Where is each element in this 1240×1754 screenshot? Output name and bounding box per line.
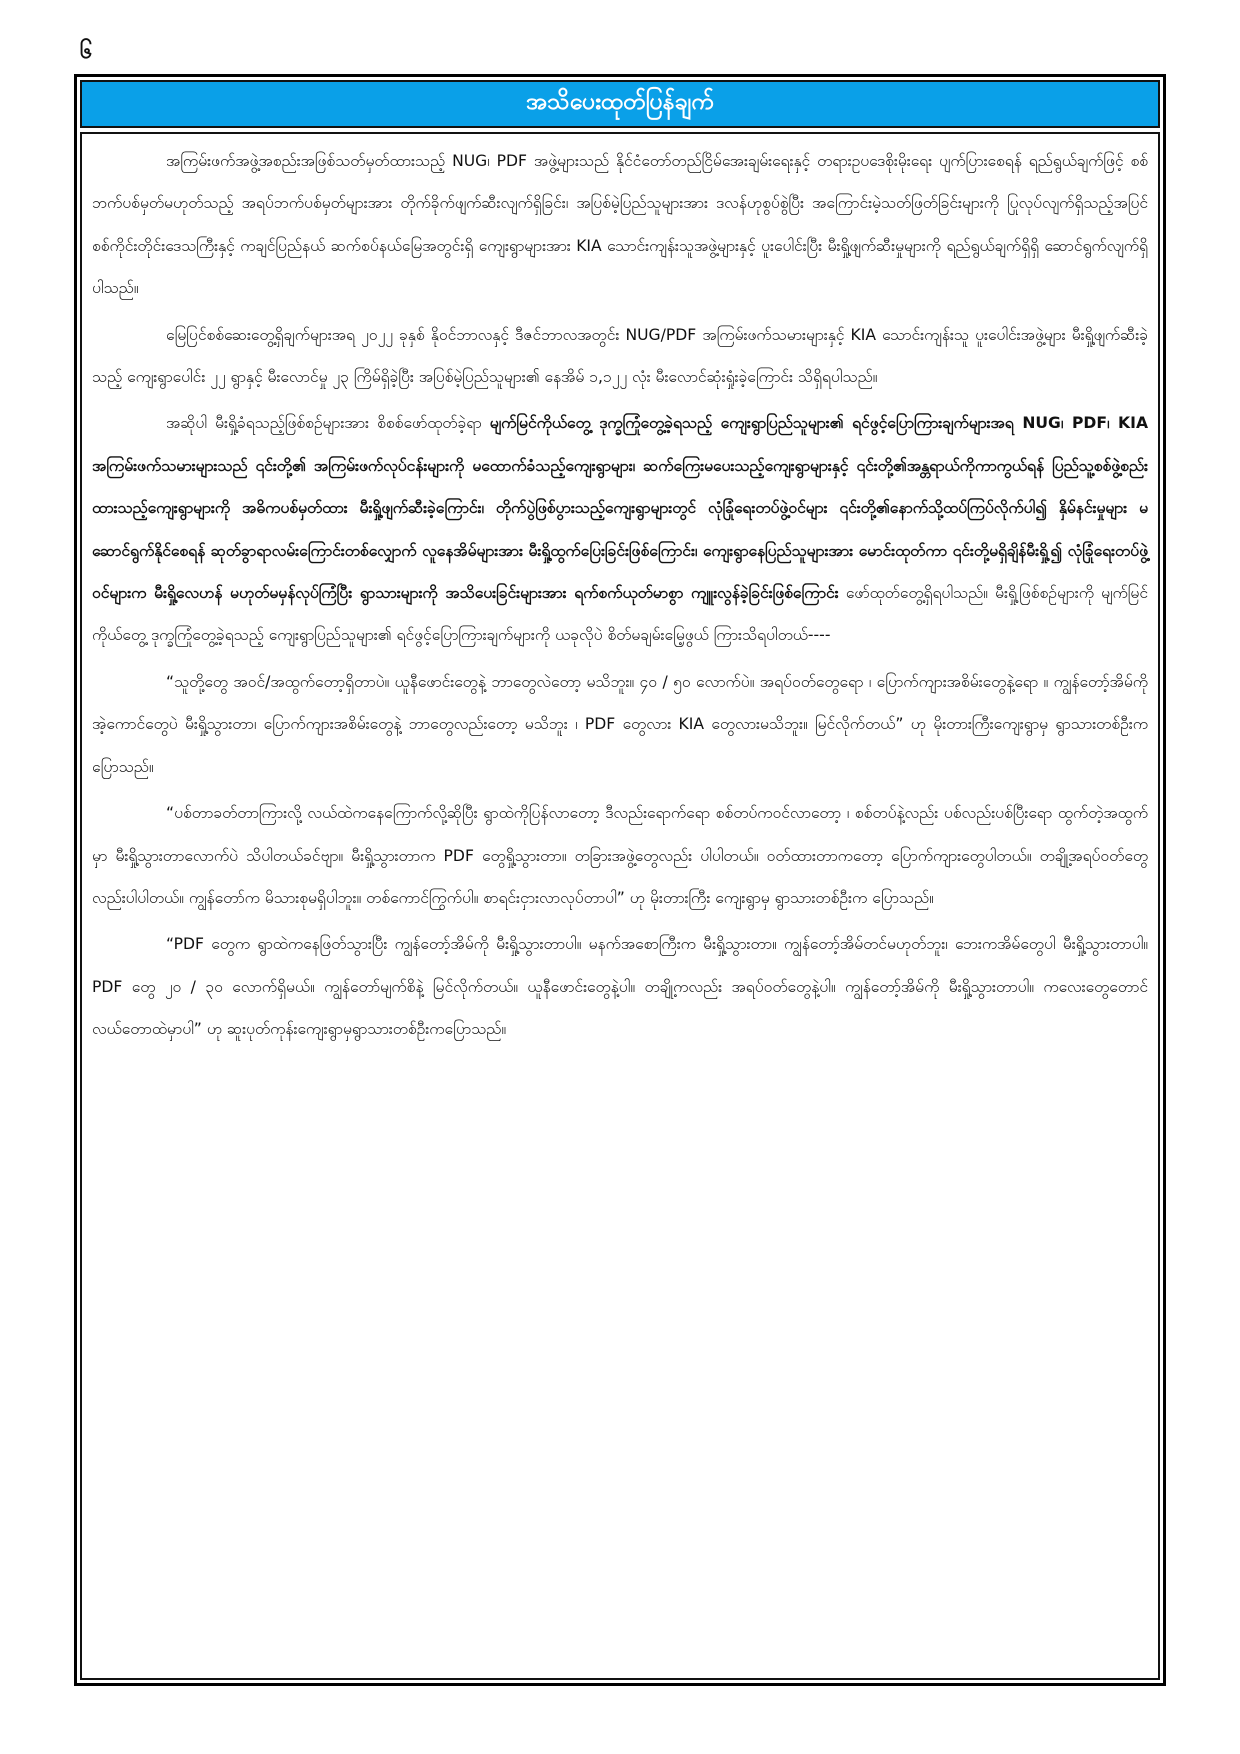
testimony-3: “PDF တွေက ရွာထဲကနေဖြတ်သွားပြီး ကျွန်တော့်အိမ်ကို မီးရှို့သွားတာပါ။ မနက်အစောကြီးက မီးရှို့သွားတာ။ ကျွန်တော့်အိမ်တင်မဟုတ်ဘူး၊ ဘေးကအိမ်တွေပါ မီးရှို့သွားတာပါ။ PDF တွေ ၂၀ / ၃၀ လောက်ရှိမယ်။ ကျွန်တော်မျက်စိနဲ့ မြင်လိုက်တယ်။ ယူနီဖောင်းတွေနဲ့ပါ။ တချို့ကလည်း အရပ်ဝတ်တွေနဲ့ပါ။ ကျွန်တော့်အိမ်ကို မီးရှို့သွားတာပါ။ ကလေးတွေတောင် လယ်တောထဲမှာပါ” ဟု ဆူးပုတ်ကုန်းကျေးရွာမှရွာသားတစ်ဦးကပြောသည်။ xyxy=(92,935,1148,1039)
paragraph-investigation-lead: အဆိုပါ မီးရှို့ခံရသည့်ဖြစ်စဉ်များအား စိစစ်ဖော်ထုတ်ခဲ့ရာ xyxy=(166,414,490,433)
paragraph-intro: အကြမ်းဖက်အဖွဲ့အစည်းအဖြစ်သတ်မှတ်ထားသည့် NUG၊ PDF အဖွဲ့များသည် နိုင်ငံတော်တည်ငြိမ်အေးချမ်းရေးနှင့် တရားဥပဒေစိုးမိုးရေး ပျက်ပြားစေရန် ရည်ရွယ်ချက်ဖြင့် စစ်ဘက်ပစ်မှတ်မဟုတ်သည့် အရပ်ဘက်ပစ်မှတ်များအား တိုက်ခိုက်ဖျက်ဆီးလျက်ရှိခြင်း၊ အပြစ်မဲ့ပြည်သူများအား ဒလန်ဟုစွပ်စွဲပြီး အကြောင်းမဲ့သတ်ဖြတ်ခြင်းများကို ပြုလုပ်လျက်ရှိသည့်အပြင် စစ်ကိုင်းတိုင်းဒေသကြီးနှင့် ကချင်ပြည်နယ် ဆက်စပ်နယ်မြေအတွင်းရှိ ကျေးရွာများအား KIA သောင်းကျန်းသူအဖွဲ့များနှင့် ပူးပေါင်းပြီး မီးရှို့ဖျက်ဆီးမှုများကို ရည်ရွယ်ချက်ရှိရှိ ဆောင်ရွက်လျက်ရှိပါသည်။ xyxy=(92,152,1148,298)
testimony-1: “သူတို့တွေ အဝင်/အထွက်တော့ရှိတာပဲ။ ယူနီဖောင်းတွေနဲ့ ဘာတွေလဲတော့ မသိဘူး။ ၄၀ / ၅၀ လောက်ပဲ။ အရပ်ဝတ်တွေရော ၊ ပြောက်ကျားအစိမ်းတွေနဲ့ရော ။ ကျွန်တော့်အိမ်ကို အဲ့ကောင်တွေပဲ မီးရှို့သွားတာ၊ ပြောက်ကျားအစိမ်းတွေနဲ့ ဘာတွေလည်းတော့ မသိဘူး ၊ PDF တွေလား KIA တွေလားမသိဘူး။ မြင်လိုက်တယ်” ဟု မိုးတားကြီးကျေးရွာမှ ရွာသားတစ်ဦးက ပြောသည်။ xyxy=(92,672,1148,776)
announcement-frame xyxy=(74,74,1166,1686)
paragraph-investigation xyxy=(92,402,1148,656)
paragraph-investigation-tail: ဖော်ထုတ်တွေ့ရှိရပါသည်။ မီးရှို့ဖြစ်စဉ်များကို မျက်မြင်ကိုယ်တွေ့ ဒုက္ခကြုံတွေ့ခဲ့ရသည့် ကျေးရွာပြည်သူများ၏ ရင်ဖွင့်ပြောကြားချက်များကို ယခုလိုပဲ စိတ်မချမ်းမြေ့ဖွယ် ကြားသိရပါတယ်---- xyxy=(92,584,1148,645)
page-number: ၆ xyxy=(80,39,93,64)
testimony-2: “ပစ်တာခတ်တာကြားလို့ လယ်ထဲကနေကြောက်လို့ဆိုပြီး ရွာထဲကိုပြန်လာတော့ ဒီလည်းရောက်ရော စစ်တပ်ကဝင်လာတော့ ၊ စစ်တပ်နဲ့လည်း ပစ်လည်းပစ်ပြီးရော ထွက်တဲ့အထွက်မှာ မီးရှို့သွားတာလောက်ပဲ သိပါတယ်ခင်ဗျာ။ မီးရှို့သွားတာက PDF တွေရှို့သွားတာ။ တခြားအဖွဲ့တွေလည်း ပါပါတယ်။ ဝတ်ထားတာကတော့ ပြောက်ကျားတွေပါတယ်။ တချို့အရပ်ဝတ်တွေလည်းပါပါတယ်။ ကျွန်တော်က မိသားစုမရှိပါဘူး။ တစ်ကောင်ကြွက်ပါ။ စာရင်းငှားလာလုပ်တာပါ” ဟု မိုးတားကြီး ကျေးရွာမှ ရွာသားတစ်ဦးက ပြောသည်။ xyxy=(92,804,1148,907)
page-title: အသိပေးထုတ်ပြန်ချက် xyxy=(526,89,714,115)
announcement-body xyxy=(80,132,1160,1680)
paragraph-findings: မြေပြင်စစ်ဆေးတွေ့ရှိချက်များအရ ၂၀၂၂ ခုနှစ် နိုဝင်ဘာလနှင့် ဒီဇင်ဘာလအတွင်း NUG/PDF အကြမ်းဖက်သမားများနှင့် KIA သောင်းကျန်းသူ ပူးပေါင်းအဖွဲ့များ မီးရှို့ဖျက်ဆီးခဲ့သည့် ကျေးရွာပေါင်း ၂၂ ရွာနှင့် မီးလောင်မှု ၂၃ ကြိမ်ရှိခဲ့ပြီး အပြစ်မဲ့ပြည်သူများ၏ နေအိမ် ၁,၁၂၂ လုံး မီးလောင်ဆုံးရှုံးခဲ့ကြောင်း သိရှိရပါသည်။ xyxy=(92,325,1148,387)
title-bar xyxy=(80,80,1160,128)
paragraph-investigation-bold: မျက်မြင်ကိုယ်တွေ့ ဒုက္ခကြုံတွေ့ခဲ့ရသည့် ကျေးရွာပြည်သူများ၏ ရင်ဖွင့်ပြောကြားချက်များအရ NUG၊ PDF၊ KIA အကြမ်းဖက်သမားများသည် ၎င်းတို့၏ အကြမ်းဖက်လုပ်ငန်းများကို မထောက်ခံသည့်ကျေးရွာများ၊ ဆက်ကြေးမပေးသည့်ကျေးရွာများနှင့် ၎င်းတို့၏အန္တရာယ်ကိုကာကွယ်ရန် ပြည်သူ့စစ်ဖွဲ့စည်းထားသည့်ကျေးရွာများကို အဓိကပစ်မှတ်ထား မီးရှို့ဖျက်ဆီးခဲ့ကြောင်း၊ တိုက်ပွဲဖြစ်ပွားသည့်ကျေးရွာများတွင် လုံခြုံရေးတပ်ဖွဲ့ဝင်များ ၎င်းတို့၏နောက်သို့ထပ်ကြပ်လိုက်ပါ၍ နှိမ်နင်းမှုများ မဆောင်ရွက်နိုင်စေရန် ဆုတ်ခွာရာလမ်းကြောင်းတစ်လျှောက် လူနေအိမ်များအား မီးရှို့ထွက်ပြေးခြင်းဖြစ်ကြောင်း၊ ကျေးရွာနေပြည်သူများအား မောင်းထုတ်ကာ ၎င်းတို့မရှိချိန်မီးရှို့၍ လုံခြုံရေးတပ်ဖွဲ့ဝင်များက မီးရှို့လေဟန် မဟုတ်မမှန်လုပ်ကြံပြီး ရွာသားများကို အသိပေးခြင်းများအား ရက်စက်ယုတ်မာစွာ ကျူးလွန်ခဲ့ခြင်းဖြစ်ကြောင်း xyxy=(92,414,1149,603)
